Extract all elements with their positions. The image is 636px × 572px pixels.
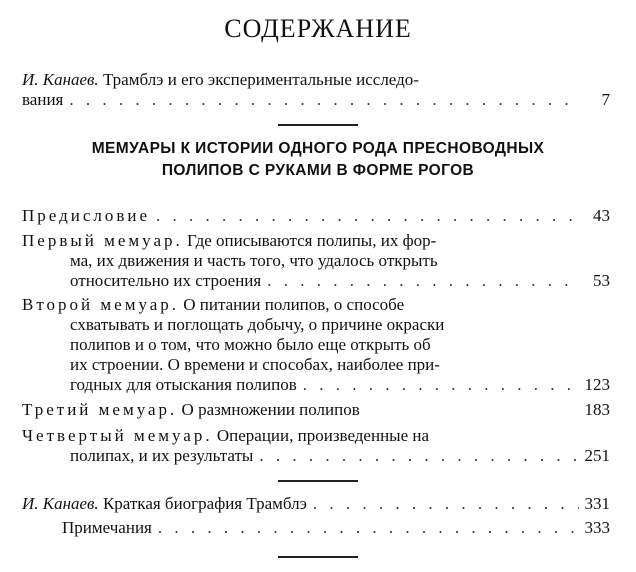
- entry-label: Первый мемуар.: [22, 231, 183, 250]
- entry-text: О питании полипов, о способе: [179, 295, 405, 314]
- toc-line: полипов и о том, что можно было еще открыть об: [70, 335, 431, 354]
- entry-label: Третий мемуар.: [22, 400, 178, 419]
- page-number: 333: [584, 518, 610, 537]
- page-number: 123: [584, 375, 610, 394]
- entry-text: О размножении полипов: [177, 400, 360, 419]
- toc-line: схватывать и поглощать добычу, о причине окраски: [70, 315, 445, 334]
- toc-entry-fourth-memoir[interactable]: [22, 426, 610, 466]
- page-number: 251: [584, 446, 610, 465]
- leader-dots: [259, 446, 578, 466]
- entry-text: относительно их строения: [70, 271, 262, 290]
- toc-line: [22, 494, 610, 514]
- toc-line: [22, 90, 610, 110]
- toc-line: [22, 271, 610, 291]
- section-heading: [20, 138, 616, 182]
- toc-line: [22, 426, 610, 446]
- divider: [278, 124, 358, 126]
- toc-line: [22, 518, 610, 538]
- toc-entry-notes[interactable]: [22, 518, 610, 538]
- toc-line: [22, 206, 610, 226]
- entry-text: Примечания: [62, 518, 152, 537]
- toc-line: [22, 231, 610, 251]
- toc-line: [22, 375, 610, 395]
- entry-text: полипах, и их результаты: [70, 446, 254, 465]
- entry-text: Операции, произведенные на: [212, 426, 430, 445]
- toc-entry-biography[interactable]: [22, 494, 610, 514]
- page-number: 43: [593, 206, 610, 225]
- toc-entry-intro[interactable]: [22, 70, 610, 110]
- leader-dots: [156, 206, 580, 226]
- entry-text: Трамблэ и его экспериментальные исследо-: [98, 70, 419, 89]
- toc-line: [22, 70, 610, 90]
- entry-label: Второй мемуар.: [22, 295, 180, 314]
- leader-dots: [313, 494, 579, 514]
- page-title: СОДЕРЖАНИЕ: [224, 14, 412, 43]
- entry-label: Четвертый мемуар.: [22, 426, 213, 445]
- toc-entry-preface[interactable]: [22, 206, 610, 226]
- leader-dots: [303, 375, 579, 395]
- toc-line: ма, их движения и часть того, что удалось открыть: [70, 251, 438, 270]
- page-number: 331: [584, 494, 610, 513]
- entry-author: И. Канаев.: [22, 70, 99, 89]
- section-heading-line: МЕМУАРЫ К ИСТОРИИ ОДНОГО РОДА ПРЕСНОВОДНЫХ: [91, 140, 545, 157]
- entry-author: И. Канаев.: [22, 494, 99, 513]
- section-heading-line: ПОЛИПОВ С РУКАМИ В ФОРМЕ РОГОВ: [161, 162, 475, 179]
- entry-text: Краткая биография Трамблэ: [98, 494, 307, 513]
- page-number: 53: [593, 271, 610, 290]
- toc-entry-third-memoir[interactable]: [22, 400, 610, 420]
- toc-entry-second-memoir[interactable]: [22, 295, 610, 395]
- leader-dots: [267, 271, 580, 291]
- page-number: 183: [584, 400, 610, 419]
- toc-line: [22, 446, 610, 466]
- divider: [278, 480, 358, 482]
- toc-line: [22, 295, 610, 315]
- toc-entry-first-memoir[interactable]: [22, 231, 610, 291]
- entry-label: Предисловие: [22, 206, 151, 225]
- entry-text: Где описываются полипы, их фор-: [182, 231, 437, 250]
- divider: [278, 556, 358, 558]
- toc-line: их строении. О времени и способах, наиболее при-: [70, 355, 440, 374]
- entry-text: вания: [22, 90, 64, 109]
- leader-dots: [158, 518, 579, 538]
- entry-text: годных для отыскания полипов: [70, 375, 297, 394]
- leader-dots: [69, 90, 580, 110]
- page-number: 7: [601, 90, 610, 109]
- toc-line: [22, 400, 610, 420]
